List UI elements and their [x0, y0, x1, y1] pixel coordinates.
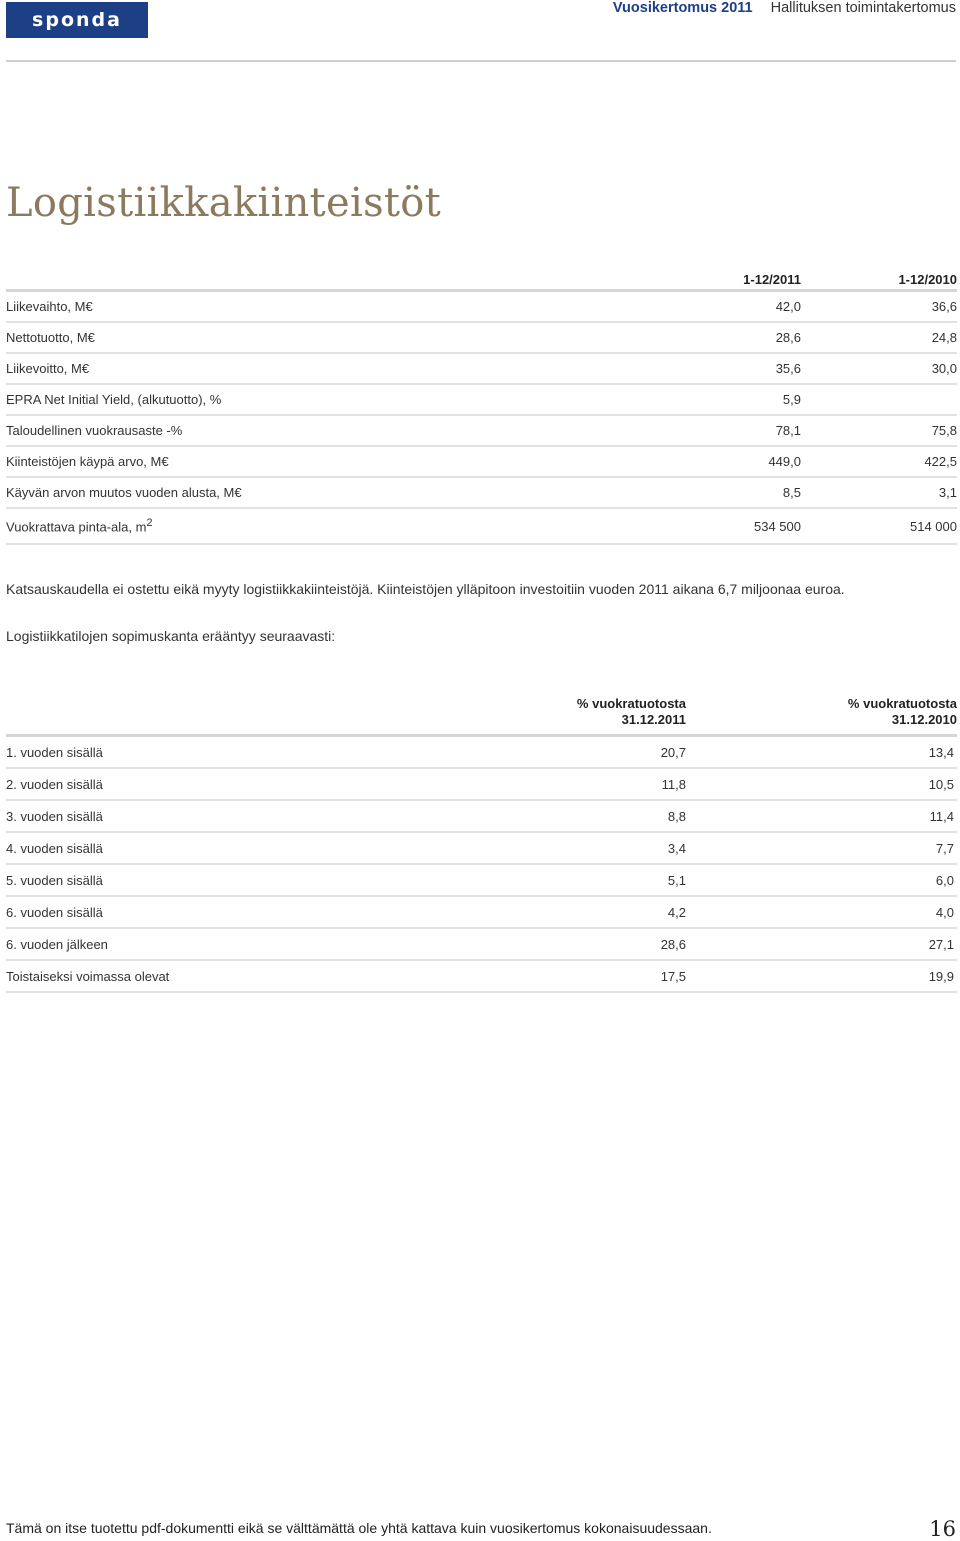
table-row [6, 768, 957, 800]
value-2011: 28,6 [646, 322, 801, 353]
value-2011: 78,1 [646, 415, 801, 446]
value-2010: 19,9 [686, 960, 957, 992]
value-2011: 3,4 [526, 832, 686, 864]
page-title: Logistiikkakiinteistöt [6, 180, 442, 226]
column-header-line: % vuokratuotosta [847, 696, 957, 711]
value-2010: 24,8 [801, 322, 957, 353]
column-header-date: 31.12.2011 [621, 712, 686, 727]
page-number: 16 [929, 1517, 956, 1541]
column-header-2011 [526, 696, 686, 736]
nav-section[interactable]: Hallituksen toimintakertomus [770, 0, 956, 16]
row-label: Vuokrattava pinta-ala, m [6, 519, 147, 535]
footer-disclaimer: Tämä on itse tuotettu pdf-dokumentti eikä se välttämättä ole yhtä kattava kuin vuosikertomus kokonaisuudessaan. [6, 1520, 712, 1536]
table-row [6, 446, 957, 477]
value-2010: 10,5 [686, 768, 957, 800]
value-2010: 7,7 [686, 832, 957, 864]
value-2010: 4,0 [686, 896, 957, 928]
row-label: 6. vuoden jälkeen [6, 928, 526, 960]
value-2010: 30,0 [801, 353, 957, 384]
row-label: 3. vuoden sisällä [6, 800, 526, 832]
value-2011: 11,8 [526, 768, 686, 800]
table-header-row [6, 260, 957, 291]
value-2011: 5,9 [646, 384, 801, 415]
value-2011: 8,8 [526, 800, 686, 832]
value-2011: 28,6 [526, 928, 686, 960]
table-row [6, 508, 957, 544]
value-2011: 5,1 [526, 864, 686, 896]
value-2011: 42,0 [646, 291, 801, 323]
table-row [6, 896, 957, 928]
column-header-line: % vuokratuotosta [576, 696, 686, 711]
table-row [6, 415, 957, 446]
row-label: 5. vuoden sisällä [6, 864, 526, 896]
row-label-area [6, 508, 646, 544]
value-2010: 75,8 [801, 415, 957, 446]
paragraph-acquisitions: Katsauskaudella ei ostettu eikä myyty logistiikkakiinteistöjä. Kiinteistöjen ylläpitoon investoitiin vuoden 2011 aikana 6,7 miljoonaa euroa. [6, 581, 845, 597]
value-2011: 534 500 [646, 508, 801, 544]
table-row [6, 736, 957, 769]
table-row [6, 928, 957, 960]
value-2011: 449,0 [646, 446, 801, 477]
nav-annual-report[interactable]: Vuosikertomus 2011 [612, 0, 753, 16]
row-label: Kiinteistöjen käypä arvo, M€ [6, 446, 646, 477]
value-2010: 36,6 [801, 291, 957, 323]
column-header-2010: 1-12/2010 [898, 272, 957, 287]
header-empty [6, 260, 646, 291]
table-row [6, 477, 957, 508]
key-figures-table [6, 260, 957, 545]
value-2011: 35,6 [646, 353, 801, 384]
table-row [6, 291, 957, 323]
value-2011: 4,2 [526, 896, 686, 928]
column-header-2010 [686, 696, 957, 736]
row-label: Nettotuotto, M€ [6, 322, 646, 353]
value-2011: 17,5 [526, 960, 686, 992]
column-header-2011: 1-12/2011 [743, 272, 801, 287]
sponda-logo[interactable] [6, 2, 148, 38]
lease-expiry-table [6, 696, 957, 993]
table-row [6, 322, 957, 353]
table-row [6, 960, 957, 992]
row-label: Liikevaihto, M€ [6, 291, 646, 323]
value-2010: 11,4 [686, 800, 957, 832]
header-empty [6, 696, 526, 736]
row-label: Taloudellinen vuokrausaste -% [6, 415, 646, 446]
table-row [6, 832, 957, 864]
value-2010: 422,5 [801, 446, 957, 477]
superscript-unit: 2 [146, 517, 153, 530]
header-divider [6, 60, 956, 62]
row-label: 1. vuoden sisällä [6, 736, 526, 769]
value-2010: 514 000 [801, 508, 957, 544]
table-header-row [6, 696, 957, 736]
table-row [6, 800, 957, 832]
value-2010 [801, 384, 957, 415]
value-2010: 13,4 [686, 736, 957, 769]
logo-text: sponda [32, 9, 122, 31]
table-row [6, 353, 957, 384]
row-label: Toistaiseksi voimassa olevat [6, 960, 526, 992]
value-2010: 6,0 [686, 864, 957, 896]
row-label: 2. vuoden sisällä [6, 768, 526, 800]
table-row [6, 864, 957, 896]
header-nav [613, 0, 956, 18]
paragraph-expiry-intro: Logistiikkatilojen sopimuskanta erääntyy seuraavasti: [6, 628, 336, 644]
table-row [6, 384, 957, 415]
row-label: 4. vuoden sisällä [6, 832, 526, 864]
value-2010: 3,1 [801, 477, 957, 508]
value-2011: 8,5 [646, 477, 801, 508]
row-label: Liikevoitto, M€ [6, 353, 646, 384]
row-label: 6. vuoden sisällä [6, 896, 526, 928]
row-label: Käyvän arvon muutos vuoden alusta, M€ [6, 477, 646, 508]
value-2011: 20,7 [526, 736, 686, 769]
row-label: EPRA Net Initial Yield, (alkutuotto), % [6, 384, 646, 415]
column-header-date: 31.12.2010 [891, 712, 957, 727]
value-2010: 27,1 [686, 928, 957, 960]
